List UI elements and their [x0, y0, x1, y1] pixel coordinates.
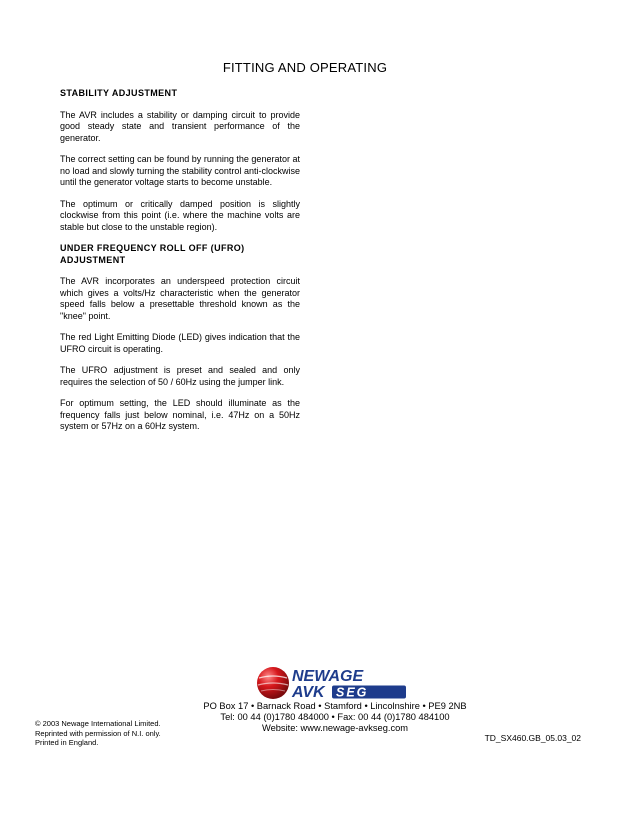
copyright-line-3: Printed in England. — [35, 738, 99, 747]
copyright-line-1: © 2003 Newage International Limited. — [35, 719, 161, 728]
phone-fax-line: Tel: 00 44 (0)1780 484000 • Fax: 00 44 (0)1780 484100 — [220, 712, 450, 722]
website-line: Website: www.newage-avkseg.com — [261, 723, 409, 733]
ufro-paragraph-4: For optimum setting, the LED should illuminate as the frequency falls just below nominal, i.e. 47Hz on a 50Hz system or 57Hz on a 60Hz system. — [60, 398, 300, 431]
stability-paragraph-1: The AVR includes a stability or damping circuit to provide good steady state and transient performance of the generator. — [60, 109, 300, 143]
ufro-paragraph-3: The UFRO adjustment is preset and sealed and only requires the selection of 50 / 60Hz using the jumper link. — [60, 365, 300, 387]
page-title: FITTING AND OPERATING — [222, 60, 388, 75]
company-address-block — [180, 701, 490, 734]
document-reference: TD_SX460.GB_05.03_02 — [484, 733, 581, 743]
copyright-notice — [35, 719, 161, 748]
stability-paragraph-3: The optimum or critically damped position is slightly clockwise from this point (i.e. where the machine volts are stable but close to the unstable region). — [60, 198, 300, 232]
ufro-heading — [60, 243, 300, 266]
logo-avk-text: AVK — [292, 684, 325, 700]
address-line: PO Box 17 • Barnack Road • Stamford • Lincolnshire • PE9 2NB — [203, 701, 467, 711]
logo-newage-text: NEWAGE — [292, 668, 364, 685]
stability-paragraph-2: The correct setting can be found by running the generator at no load and slowly turning the stability control anti-clockwise until the generator voltage starts to become unstable. — [60, 154, 300, 187]
newage-avk-seg-logo — [256, 666, 410, 700]
ufro-heading-line2: ADJUSTMENT — [60, 254, 126, 265]
copyright-line-2: Reprinted with permission of N.I. only. — [35, 728, 161, 738]
ufro-paragraph-1: The AVR incorporates an underspeed protection circuit which gives a volts/Hz characteristic when the generator speed falls below a presettable threshold known as the "knee" point. — [60, 276, 300, 321]
logo-seg-text: SEG — [336, 685, 369, 700]
ufro-paragraph-2: The red Light Emitting Diode (LED) gives indication that the UFRO circuit is operating. — [60, 332, 300, 354]
ufro-heading-line1: UNDER FREQUENCY ROLL OFF (UFRO) — [60, 243, 245, 253]
content-column — [60, 88, 300, 443]
stability-heading: STABILITY ADJUSTMENT — [60, 88, 178, 98]
